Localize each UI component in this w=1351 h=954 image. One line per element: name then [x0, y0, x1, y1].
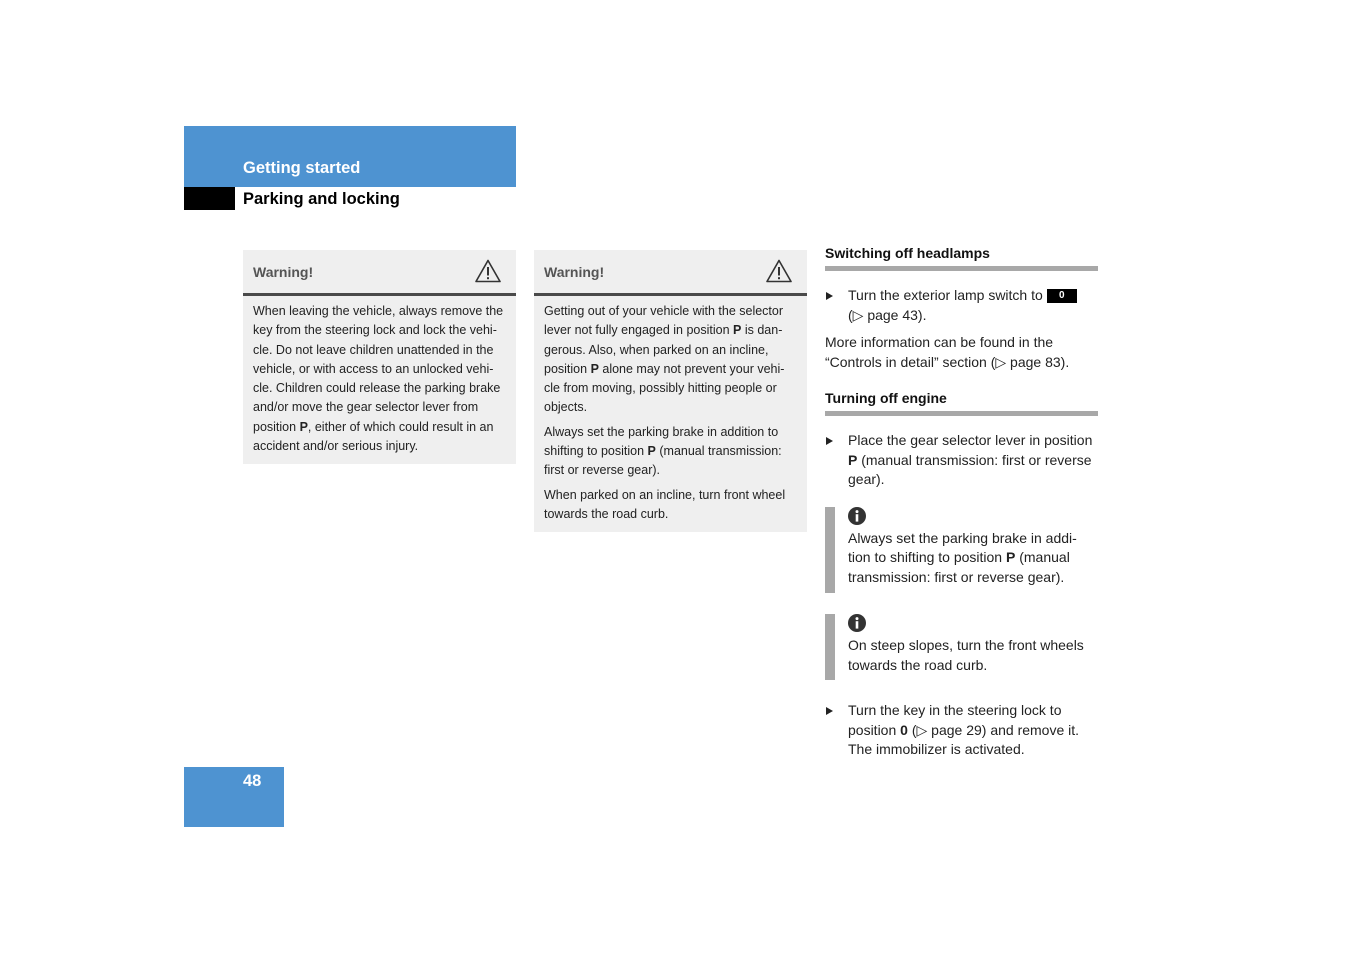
warning-paragraph: When leaving the vehicle, always remove the key from the steering lock and lock the vehi-cle. Do not leave children unattended in the vehicle, or with access to an unlocked vehi-cle. Children could release the parking brake and/or move the gear selector lever from position P, either of which could result in an accident and/or serious injury. — [253, 304, 504, 454]
warning-header — [243, 250, 516, 296]
instructions-column — [825, 245, 1098, 760]
warning-box-selector-lever — [534, 250, 807, 532]
warning-triangle-icon — [766, 259, 792, 283]
step-text: Turn the exterior lamp switch to — [848, 287, 1043, 303]
note-text: On steep slopes, turn the front wheels towards the road curb. — [848, 637, 1084, 673]
warning-label: Warning! — [544, 264, 605, 280]
step-text: Turn the key in the steering lock to position 0 (▷ page 29) and remove it. The immobilizer is activated. — [848, 702, 1080, 757]
warning-paragraph: When parked on an incline, turn front wheel towards the road curb. — [544, 487, 786, 521]
page-reference: (▷ page 43). — [848, 306, 927, 323]
header-tab-marker — [184, 187, 235, 210]
note-side-bar — [825, 614, 835, 680]
info-note-steep-slopes — [825, 614, 1098, 680]
info-icon — [848, 507, 866, 525]
heading-switching-off-headlamps: Switching off headlamps — [825, 245, 1098, 271]
warning-box-leaving-vehicle — [243, 250, 516, 464]
warning-header — [534, 250, 807, 296]
section-title: Getting started — [243, 159, 361, 177]
page-number-block — [184, 767, 284, 827]
page-number: 48 — [243, 772, 262, 790]
warning-label: Warning! — [253, 264, 314, 280]
warning-text — [243, 296, 516, 464]
subsection-title: Parking and locking — [243, 190, 400, 208]
step-exterior-lamp — [825, 286, 1098, 325]
warning-text — [534, 296, 807, 532]
step-remove-key — [825, 701, 1098, 760]
warning-paragraph: Getting out of your vehicle with the selector lever not fully engaged in position P is dan-gerous. Also, when parked on an incline, position P alone may not prevent your vehi-cle from moving, possibly hitting people or objects. — [544, 304, 785, 415]
headlamps-info-text: More information can be found in the “Controls in detail” section (▷ page 83). — [825, 334, 1070, 370]
heading-turning-off-engine: Turning off engine — [825, 390, 1098, 416]
warning-triangle-icon — [475, 259, 501, 283]
step-text: Place the gear selector lever in position P (manual transmission: first or reverse gear). — [848, 432, 1093, 487]
bullet-arrow-icon — [826, 437, 833, 445]
info-note-parking-brake — [825, 507, 1098, 594]
bullet-arrow-icon — [826, 707, 833, 715]
lamp-switch-position-key: 0 — [1047, 289, 1077, 303]
note-text: Always set the parking brake in addi-tion to shifting to position P (manual transmission: first or reverse gear). — [848, 529, 1077, 585]
warning-paragraph: Always set the parking brake in addition to shifting to position P (manual transmission: first or reverse gear). — [544, 424, 782, 478]
info-icon — [848, 614, 866, 632]
bullet-arrow-icon — [826, 292, 833, 300]
note-side-bar — [825, 507, 835, 594]
step-gear-selector — [825, 431, 1098, 490]
